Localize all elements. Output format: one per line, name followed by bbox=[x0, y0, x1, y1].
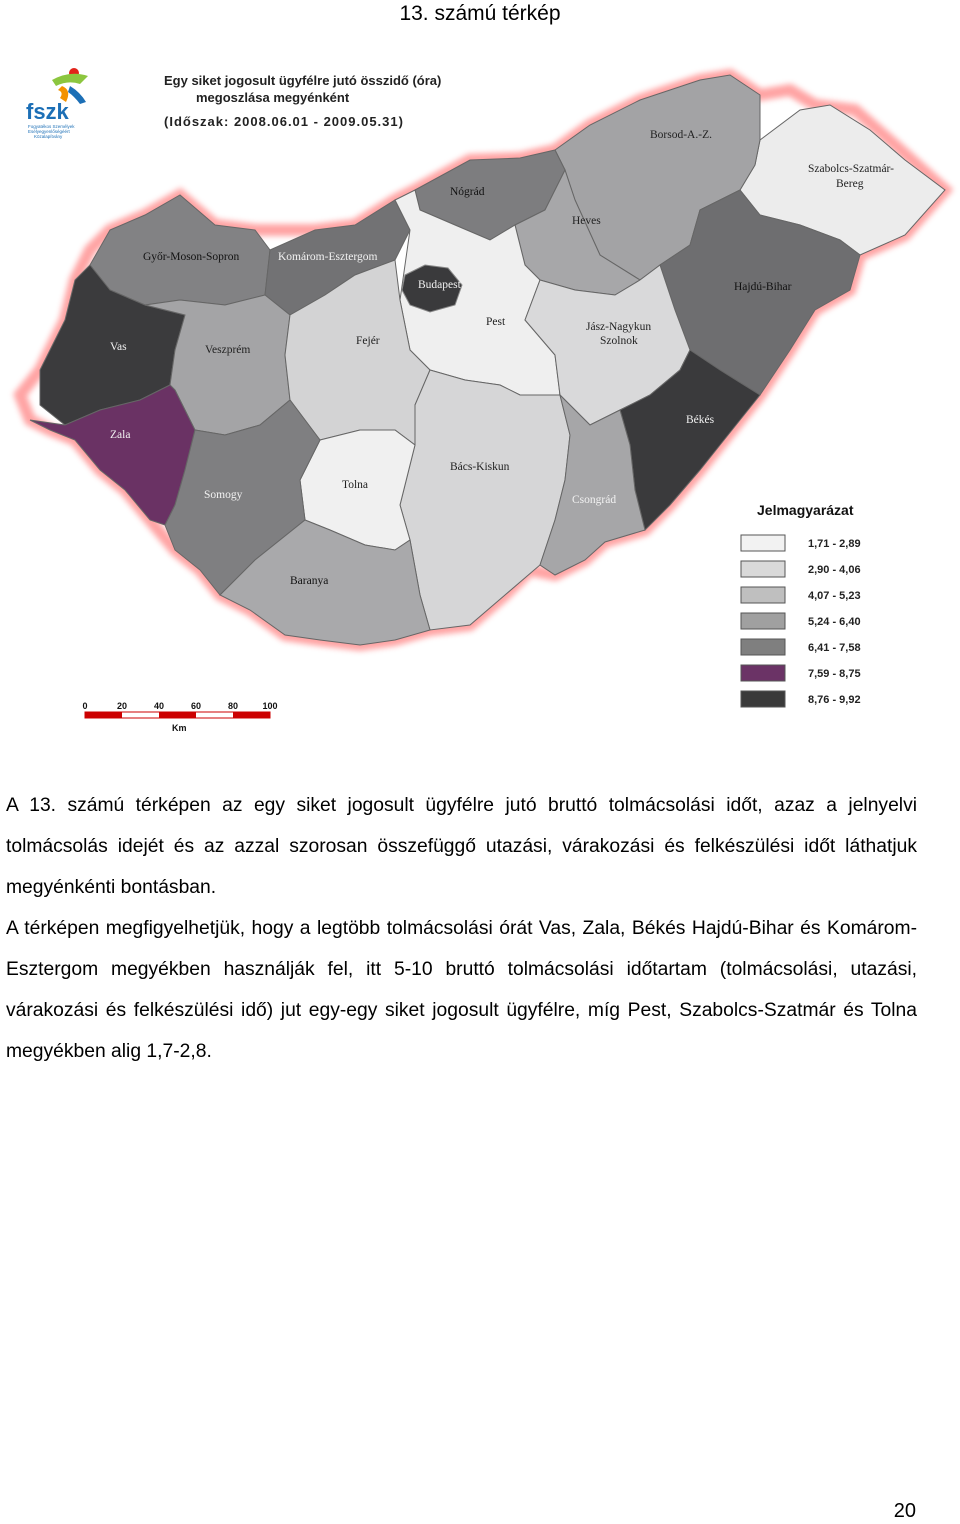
legend-swatch bbox=[741, 665, 785, 681]
logo-arm-icon bbox=[52, 74, 88, 86]
label-bekes: Békés bbox=[686, 414, 715, 426]
scale-bar-segment-1 bbox=[85, 712, 122, 718]
legend-label: 4,07 - 5,23 bbox=[808, 590, 861, 602]
page-number: 20 bbox=[893, 1500, 916, 1522]
label-vas: Vas bbox=[110, 341, 127, 353]
scale-bar-segment-3 bbox=[159, 712, 196, 718]
label-komarom: Komárom-Esztergom bbox=[278, 251, 378, 263]
legend-swatch bbox=[741, 639, 785, 655]
county-gyor bbox=[90, 195, 270, 305]
scale-bar bbox=[82, 701, 277, 733]
scale-tick-label: 20 bbox=[116, 701, 128, 711]
label-bacs: Bács-Kiskun bbox=[450, 461, 510, 473]
label-szabolcs: Szabolcs-Szatmár- bbox=[808, 163, 894, 175]
legend-swatch bbox=[741, 613, 785, 629]
legend-title: Jelmagyarázat bbox=[757, 502, 854, 518]
label-tolna: Tolna bbox=[342, 479, 369, 491]
map-period: (Időszak: 2008.06.01 - 2009.05.31) bbox=[164, 114, 404, 129]
legend-swatch bbox=[741, 587, 785, 603]
scale-tick-label: 40 bbox=[153, 701, 165, 711]
logo-tagline-2: Esélyegyenlőségéért bbox=[28, 129, 70, 134]
label-jasz: Jász-Nagykun bbox=[586, 321, 652, 333]
scale-tick-label: 60 bbox=[190, 701, 202, 711]
label-fejer: Fejér bbox=[356, 335, 380, 347]
label-budapest: Budapest bbox=[418, 279, 461, 291]
paragraph-1: A 13. számú térképen az egy siket jogosult ügyfélre jutó bruttó tolmácsolási időt, azaz a jelnyelvi tolmácsolás idejét és az azzal szorosan összefüggő utazási, várakozási és felkészülési időt láthatjuk megyénkénti bontásban. bbox=[6, 795, 917, 898]
label-baranya: Baranya bbox=[290, 575, 329, 587]
label-jasz-2: Szolnok bbox=[600, 335, 638, 347]
legend-label: 5,24 - 6,40 bbox=[808, 616, 861, 628]
label-gyor: Győr-Moson-Sopron bbox=[143, 251, 240, 263]
label-hajdu: Hajdú-Bihar bbox=[734, 281, 792, 293]
page-heading: 13. számú térkép bbox=[399, 2, 561, 25]
county-map bbox=[0, 50, 960, 750]
map-legend bbox=[741, 502, 861, 707]
county-bacs bbox=[400, 370, 570, 630]
label-pest: Pest bbox=[486, 316, 506, 328]
label-csongrad: Csongrád bbox=[572, 494, 617, 506]
label-szabolcs-2: Bereg bbox=[836, 178, 864, 190]
map-title-line2: megoszlása megyénként bbox=[196, 90, 350, 105]
label-somogy: Somogy bbox=[204, 489, 243, 501]
label-zala: Zala bbox=[110, 429, 131, 441]
legend-swatch bbox=[741, 561, 785, 577]
scale-tick-label: 80 bbox=[227, 701, 239, 711]
label-veszprem: Veszprém bbox=[205, 344, 251, 356]
scale-bar-segment-5 bbox=[233, 712, 270, 718]
legend-swatch bbox=[741, 535, 785, 551]
label-nograd: Nógrád bbox=[450, 186, 485, 198]
fszk-logo bbox=[26, 68, 88, 139]
legend-swatch bbox=[741, 691, 785, 707]
legend-label: 1,71 - 2,89 bbox=[808, 538, 861, 550]
legend-label: 8,76 - 9,92 bbox=[808, 694, 861, 706]
logo-tagline-3: Közalapítvány bbox=[34, 134, 63, 139]
logo-tagline-1: Fogyatékos Személyek bbox=[28, 124, 75, 129]
logo-leg2-icon bbox=[68, 86, 86, 104]
legend-label: 2,90 - 4,06 bbox=[808, 564, 861, 576]
logo-text: fszk bbox=[26, 99, 69, 124]
scale-tick-label: 100 bbox=[262, 701, 278, 711]
paragraph-2: A térképen megfigyelhetjük, hogy a legtöbb tolmácsolási órát Vas, Zala, Békés Hajdú-Bihar és Komárom-Esztergom megyékben használják fel, itt 5-10 bruttó tolmácsolási időtartam (tolmácsolási, utazási, várakozási és felkészülési idő) jut egy-egy siket jogosult ügyfélre, míg Pest, Szabolcs-Szatmár és Tolna megyékben alig 1,7-2,8. bbox=[6, 918, 917, 1062]
legend-label: 7,59 - 8,75 bbox=[808, 668, 861, 680]
scale-unit: Km bbox=[172, 723, 187, 733]
body-text bbox=[6, 785, 917, 1072]
legend-label: 6,41 - 7,58 bbox=[808, 642, 861, 654]
label-borsod: Borsod-A.-Z. bbox=[650, 129, 712, 141]
scale-tick-label: 0 bbox=[82, 701, 88, 711]
map-title-line1: Egy siket jogosult ügyfélre jutó összidő (óra) bbox=[164, 73, 442, 88]
label-heves: Heves bbox=[572, 215, 601, 227]
